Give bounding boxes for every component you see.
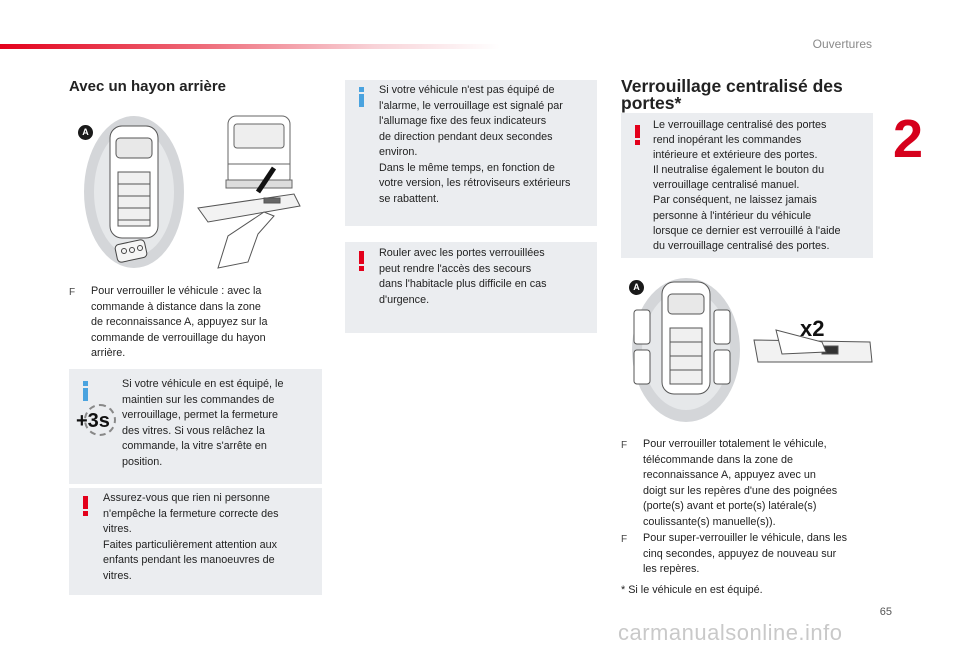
three-seconds-timer-icon: +3s	[74, 404, 120, 438]
section-heading-hayon: Avec un hayon arrière	[69, 78, 227, 95]
tailgate-handle	[198, 194, 300, 222]
warning-box-central-locking: Le verrouillage centralisé des portes rend inopérant les commandes intérieure et extérieure des portes. Il neutralise également le bouton du verrouillage centralisé manuel. Par conséquent, ne laissez jamais personne à l'intérieur du véhicule lorsque ce dernier est verrouillé à l'aide du verrouillage centralisé des portes.	[621, 113, 873, 258]
warning-box-windows: Assurez-vous que rien ni personne n'empêche la fermeture correcte des vitres. Faites particulièrement attention aux enfants pendant les manoeuvres de vitres.	[69, 488, 322, 595]
zone-a-badge: A	[629, 280, 644, 295]
warning-icon	[635, 125, 640, 145]
van-top-view	[110, 126, 158, 238]
watermark: carmanualsonline.info	[618, 620, 843, 645]
page-number: 65	[879, 606, 892, 618]
header-accent-bar	[0, 44, 500, 49]
total-lock-step: Pour verrouiller totalement le véhicule, télécommande dans la zone de reconnaissance A, appuyez avec un doigt sur les repères d'une des poignées (porte(s) avant et porte(s) latérale(s) coulissante(s) manuelle(s)).	[643, 438, 838, 528]
section-heading-central-locking: Verrouillage centralisé des portes*	[621, 76, 843, 113]
bullet-icon: F	[621, 440, 628, 451]
info-icon	[359, 87, 364, 107]
super-lock-step: Pour super-verrouiller le véhicule, dans les cinq secondes, appuyez de nouveau sur les repères.	[643, 532, 848, 575]
warning-icon	[83, 496, 88, 516]
bullet-icon: F	[621, 534, 628, 545]
section-title: Ouvertures	[812, 37, 872, 51]
info-box-alarm: Si votre véhicule n'est pas équipé de l'alarme, le verrouillage est signalé par l'allumage fixe des feux indicateurs de direction pendant deux secondes environ. Dans le même temps, en fonction de votre version, les rétroviseurs extérieurs se rabattent.	[345, 80, 597, 226]
tailgate-lock-step: Pour verrouiller le véhicule : avec la commande à distance dans la zone de reconnaissance A, appuyez sur la commande de verrouillage du hayon arrière.	[91, 285, 268, 359]
bullet-icon: F	[69, 287, 76, 298]
zone-a-badge: A	[78, 125, 93, 140]
warning-box-emergency: Rouler avec les portes verrouillées peut rendre l'accès des secours dans l'habitacle plus difficile en cas d'urgence.	[345, 242, 597, 333]
info-box-windows: Si votre véhicule en est équipé, le maintien sur les commandes de verrouillage, permet la fermeture des vitres. Si vous relâchez la commande, la vitre s'arrête en position.	[69, 369, 322, 484]
footnote: * Si le véhicule en est équipé.	[621, 584, 763, 596]
illustration-door-handles	[626, 270, 876, 422]
warning-icon	[359, 251, 364, 271]
press-twice-label: x2	[800, 316, 825, 341]
chapter-number: 2	[893, 109, 924, 169]
info-icon	[83, 381, 88, 401]
hand-pressing	[218, 212, 274, 268]
illustration-tailgate	[78, 112, 314, 272]
van-rear-view	[226, 116, 292, 188]
